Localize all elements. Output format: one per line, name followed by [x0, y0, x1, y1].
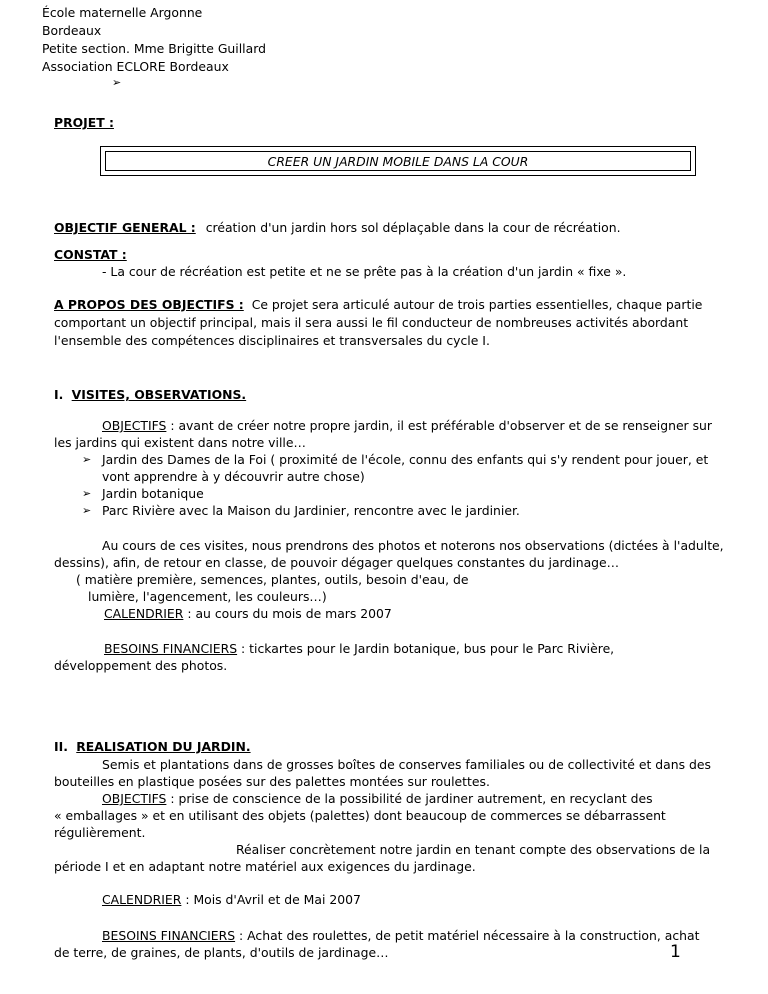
section2-title: REALISATION DU JARDIN. [76, 739, 251, 754]
a-propos-line3: l'ensemble des compétences disciplinaires et transversales du cycle I. [54, 333, 490, 348]
page-number: 1 [670, 942, 681, 962]
projet-label: PROJET : [54, 115, 114, 130]
section2-objectifs-line1: OBJECTIFS : prise de conscience de la possibilité de jardiner autrement, en recyclant des [102, 791, 653, 806]
arrow-bullet-icon: ➢ [82, 504, 92, 517]
section1-para-line2: dessins), afin, de retour en classe, de pouvoir dégager quelques constantes du jardinage… [54, 555, 620, 570]
section1-besoins-line1: BESOINS FINANCIERS : tickartes pour le Jardin botanique, bus pour le Parc Rivière, [104, 641, 615, 656]
section1-title: VISITES, OBSERVATIONS. [71, 387, 247, 402]
section1-number: I. [54, 387, 64, 402]
a-propos-line2: comportant un objectif principal, mais il sera aussi le fil conducteur de nombreuses activités abordant [54, 315, 689, 330]
section2-calendrier: CALENDRIER : Mois d'Avril et de Mai 2007 [102, 892, 361, 907]
class-teacher: Petite section. Mme Brigitte Guillard [42, 41, 266, 56]
section1-objectifs-line2: les jardins qui existent dans notre ville… [54, 435, 306, 450]
section2-objectifs-line4: Réaliser concrètement notre jardin en tenant compte des observations de la [236, 842, 711, 857]
objectif-general-label: OBJECTIF GENERAL : [54, 220, 196, 235]
objectif-general-text: création d'un jardin hors sol déplaçable dans la cour de récréation. [205, 220, 621, 235]
section1-para-line4: lumière, l'agencement, les couleurs…) [88, 589, 327, 604]
section2-objectifs-line2: « emballages » et en utilisant des objets (palettes) dont beaucoup de commerces se débarrassent [54, 808, 666, 823]
section2-objectifs-label: OBJECTIFS [102, 791, 167, 806]
section1-objectifs-line1: OBJECTIFS : avant de créer notre propre jardin, il est préférable d'observer et de se renseigner sur [102, 418, 712, 433]
section1-para-line1: Au cours de ces visites, nous prendrons des photos et noterons nos observations (dictées à l'adulte, [102, 538, 724, 553]
constat-text: - La cour de récréation est petite et ne se prête pas à la création d'un jardin « fixe ». [102, 264, 627, 279]
section1-besoins-line2: développement des photos. [54, 658, 228, 673]
besoins-label: BESOINS FINANCIERS [102, 928, 236, 943]
constat-label: CONSTAT : [54, 247, 127, 262]
list-item: Jardin botanique [102, 486, 204, 501]
projet-title-box [100, 146, 696, 176]
section2-intro-line1: Semis et plantations dans de grosses boîtes de conserves familiales ou de collectivité et dans des [102, 757, 711, 772]
arrow-bullet-icon: ➢ [82, 487, 92, 500]
section2-besoins-line1: BESOINS FINANCIERS : Achat des roulettes, de petit matériel nécessaire à la construction, achat [102, 928, 700, 943]
section1-heading [54, 387, 246, 403]
section2-number: II. [54, 739, 68, 754]
section2-heading [54, 739, 251, 755]
calendrier-label: CALENDRIER [104, 606, 184, 621]
list-item: Jardin des Dames de la Foi ( proximité de l'école, connu des enfants qui s'y rendent pour jouer, et [102, 452, 709, 467]
section2-objectifs-line3: régulièrement. [54, 825, 146, 840]
list-item: Parc Rivière avec la Maison du Jardinier, rencontre avec le jardinier. [102, 503, 520, 518]
calendrier-label: CALENDRIER [102, 892, 182, 907]
projet-title: CREER UN JARDIN MOBILE DANS LA COUR [267, 153, 529, 169]
arrow-bullet-icon: ➢ [82, 453, 92, 466]
section1-objectifs-label: OBJECTIFS [102, 418, 167, 433]
section1-para-line3: ( matière première, semences, plantes, outils, besoin d'eau, de [76, 572, 469, 587]
a-propos-line1: A PROPOS DES OBJECTIFS : Ce projet sera articulé autour de trois parties essentielles, chaque partie [54, 297, 703, 312]
section2-besoins-line2: de terre, de graines, de plants, d'outils de jardinage… [54, 945, 389, 960]
besoins-label: BESOINS FINANCIERS [104, 641, 238, 656]
section2-objectifs-line5: période I et en adaptant notre matériel aux exigences du jardinage. [54, 859, 476, 874]
arrow-bullet-icon: ➢ [112, 76, 122, 89]
a-propos-label: A PROPOS DES OBJECTIFS : [54, 297, 244, 312]
section1-calendrier: CALENDRIER : au cours du mois de mars 2007 [104, 606, 392, 621]
school-name: École maternelle Argonne [42, 5, 203, 20]
association: Association ECLORE Bordeaux [42, 59, 229, 74]
city: Bordeaux [42, 23, 102, 38]
objectif-general [54, 220, 621, 236]
section2-intro-line2: bouteilles en plastique posées sur des palettes montées sur roulettes. [54, 774, 490, 789]
list-item-continuation: vont apprendre à y découvrir autre chose) [102, 469, 365, 484]
